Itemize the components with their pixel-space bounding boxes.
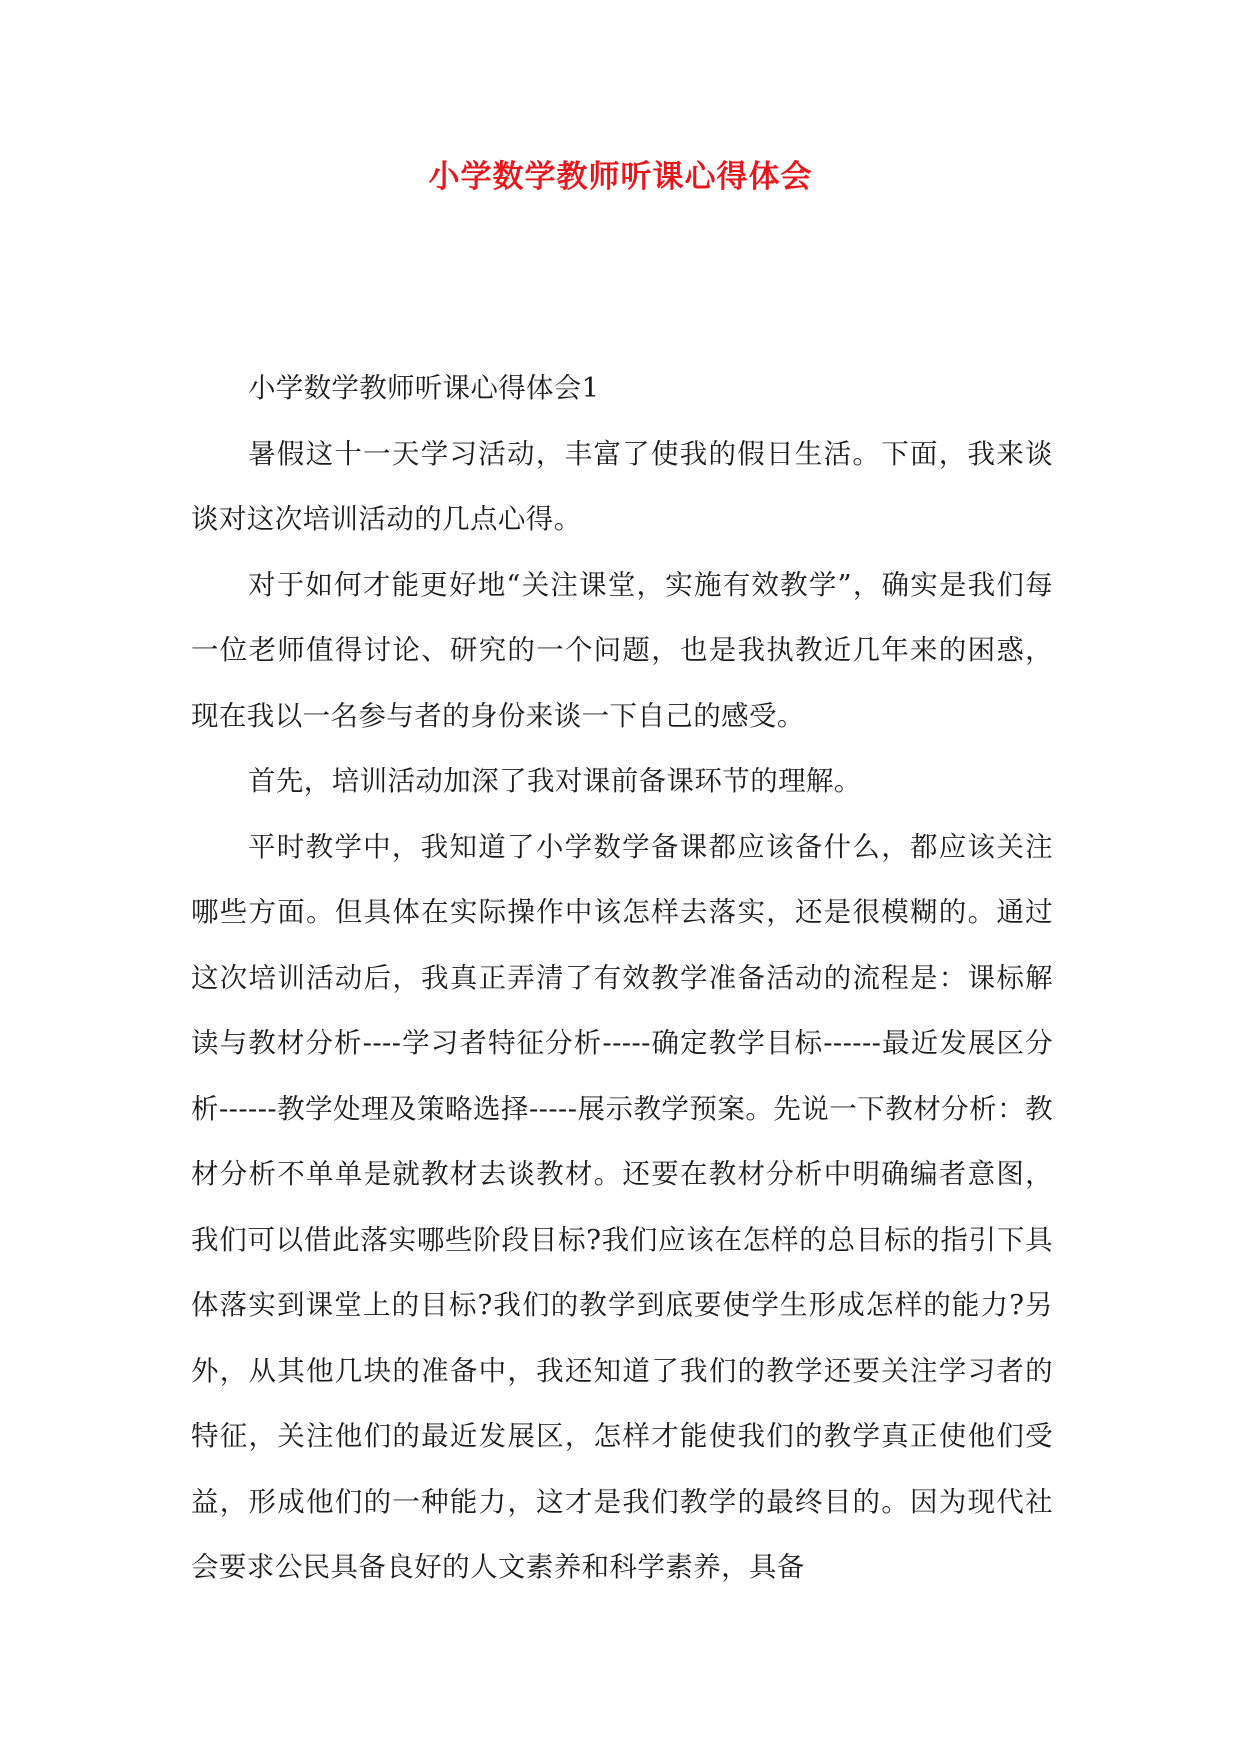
paragraph-first-point: 首先，培训活动加深了我对课前备课环节的理解。 bbox=[248, 765, 862, 797]
paragraph-question: 对于如何才能更好地“关注课堂，实施有效教学”，确实是我们每一位老师值得讨论、研究的一个问题，也是我执教近几年来的困惑，现在我以一名参与者的身份来谈一下自己的感受。 bbox=[191, 568, 1053, 732]
document-title: 小学数学教师听课心得体会 bbox=[428, 159, 813, 195]
section-heading: 小学数学教师听课心得体会1 bbox=[248, 372, 600, 404]
document-body bbox=[191, 356, 1053, 1601]
paragraph-intro: 暑假这十一天学习活动，丰富了使我的假日生活。下面，我来谈谈对这次培训活动的几点心得。 bbox=[191, 437, 1053, 535]
paragraph-details: 平时教学中，我知道了小学数学备课都应该备什么，都应该关注哪些方面。但具体在实际操作中该怎样去落实，还是很模糊的。通过这次培训活动后，我真正弄清了有效教学准备活动的流程是：课标解读与教材分析----学习者特征分析-----确定教学目标------最近发展区分析------教学处理及策略选择-----展示教学预案。先说一下教材分析：教材分析不单单是就教材去谈教材。还要在教材分析中明确编者意图，我们可以借此落实哪些阶段目标?我们应该在怎样的总目标的指引下具体落实到课堂上的目标?我们的教学到底要使学生形成怎样的能力?另外，从其他几块的准备中，我还知道了我们的教学还要关注学习者的特征，关注他们的最近发展区，怎样才能使我们的教学真正使他们受益，形成他们的一种能力，这才是我们教学的最终目的。因为现代社会要求公民具备良好的人文素养和科学素养，具备 bbox=[191, 830, 1053, 1583]
